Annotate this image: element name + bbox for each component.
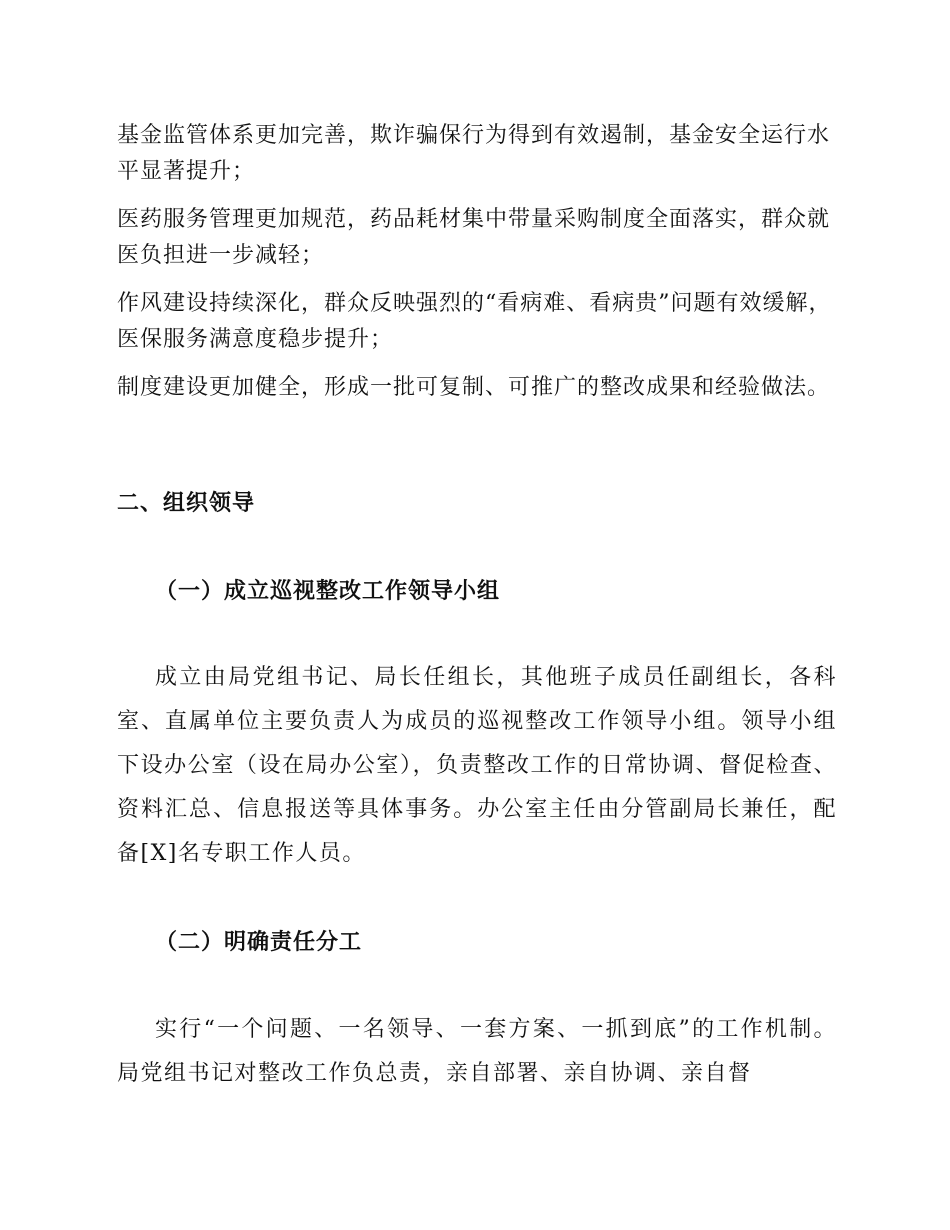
subsection-heading-leading-group: （一）成立巡视整改工作领导小组 <box>155 578 501 604</box>
paragraph-leading-group: 成立由局党组书记、局长任组长，其他班子成员任副组长，各科室、直属单位主要负责人为成员的巡视整改工作领导小组。领导小组下设办公室（设在局办公室），负责整改工作的日常协调、督促检查、资料汇总、信息报送等具体事务。办公室主任由分管副局长兼任，配备[X]名专职工作人员。 <box>117 665 837 866</box>
section-heading-organization: 二、组织领导 <box>117 491 256 516</box>
goal-item-3: 作风建设持续深化，群众反映强烈的“看病难、看病贵”问题有效缓解，医保服务满意度稳步提升； <box>117 291 832 352</box>
subsection-heading-responsibility: （二）明确责任分工 <box>155 929 363 955</box>
document-page <box>117 118 837 1086</box>
paragraph-responsibility: 实行“一个问题、一名领导、一套方案、一抓到底”的工作机制。局党组书记对整改工作负总责，亲自部署、亲自协调、亲自督 <box>117 1017 837 1086</box>
goal-item-4: 制度建设更加健全，形成一批可复制、可推广的整改成果和经验做法。 <box>117 375 831 400</box>
goal-item-2: 医药服务管理更加规范，药品耗材集中带量采购制度全面落实，群众就医负担进一步减轻； <box>117 207 831 268</box>
goal-item-1: 基金监管体系更加完善，欺诈骗保行为得到有效遏制，基金安全运行水平显著提升； <box>117 123 831 184</box>
